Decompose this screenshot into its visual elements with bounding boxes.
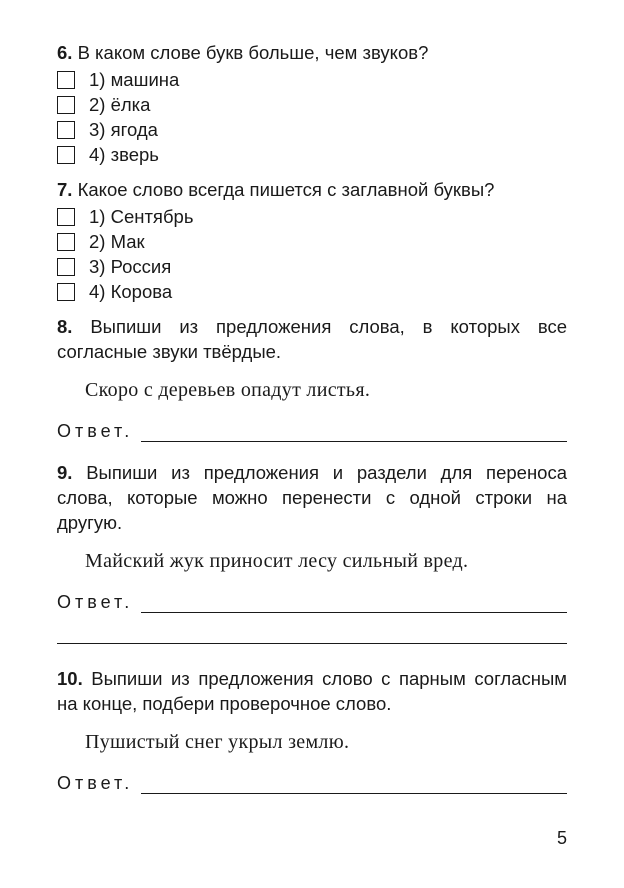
option-item[interactable]: [57, 92, 567, 117]
option-item[interactable]: [57, 142, 567, 167]
answer-line[interactable]: [141, 423, 567, 442]
option-item[interactable]: [57, 254, 567, 279]
option-item[interactable]: [57, 117, 567, 142]
checkbox[interactable]: [57, 121, 75, 139]
option-label: 4) зверь: [89, 143, 159, 165]
question-7: [57, 177, 567, 202]
answer-row: [57, 416, 567, 442]
question-6-options: [57, 67, 567, 167]
question-number: 7.: [57, 179, 73, 200]
question-7-options: [57, 204, 567, 304]
checkbox[interactable]: [57, 283, 75, 301]
option-item[interactable]: [57, 229, 567, 254]
question-9: [57, 460, 567, 535]
checkbox[interactable]: [57, 233, 75, 251]
answer-line[interactable]: [141, 775, 567, 794]
checkbox[interactable]: [57, 71, 75, 89]
question-6: [57, 40, 567, 65]
option-item[interactable]: [57, 279, 567, 304]
option-label: 3) Россия: [89, 255, 172, 277]
checkbox[interactable]: [57, 258, 75, 276]
question-text: Выпиши из предложения и раздели для переноса слова, которые можно перенести с одной строки на другую.: [57, 462, 567, 533]
question-number: 10.: [57, 668, 83, 689]
question-10: [57, 666, 567, 716]
question-number: 8.: [57, 316, 73, 337]
checkbox[interactable]: [57, 208, 75, 226]
answer-label: Ответ.: [57, 421, 134, 441]
example-sentence: Пушистый снег укрыл землю.: [85, 731, 350, 753]
answer-line[interactable]: [141, 594, 567, 613]
question-number: 6.: [57, 42, 73, 63]
question-text: Какое слово всегда пишется с заглавной буквы?: [77, 179, 495, 200]
example-sentence: Скоро с деревьев опадут листья.: [85, 379, 371, 401]
question-text: Выпиши из предложения слово с парным согласным на конце, подбери проверочное слово.: [57, 668, 567, 714]
page-number: 5: [556, 828, 567, 848]
worksheet-page: [57, 40, 567, 794]
question-number: 9.: [57, 462, 73, 483]
answer-row: [57, 768, 567, 794]
option-label: 1) машина: [89, 68, 180, 90]
option-item[interactable]: [57, 204, 567, 229]
question-text: В каком слове букв больше, чем звуков?: [77, 42, 429, 63]
answer-row: [57, 587, 567, 613]
option-label: 1) Сентябрь: [89, 205, 194, 227]
example-sentence: Майский жук приносит лесу сильный вред.: [85, 550, 469, 572]
question-8: [57, 314, 567, 364]
option-label: 3) ягода: [89, 118, 158, 140]
answer-label: Ответ.: [57, 592, 134, 612]
option-item[interactable]: [57, 67, 567, 92]
option-label: 4) Корова: [89, 280, 173, 302]
option-label: 2) ёлка: [89, 93, 151, 115]
question-text: Выпиши из предложения слова, в которых все согласные звуки твёрдые.: [57, 316, 567, 362]
checkbox[interactable]: [57, 96, 75, 114]
answer-line-extra[interactable]: [57, 613, 567, 644]
checkbox[interactable]: [57, 146, 75, 164]
answer-label: Ответ.: [57, 773, 134, 793]
option-label: 2) Мак: [89, 230, 145, 252]
